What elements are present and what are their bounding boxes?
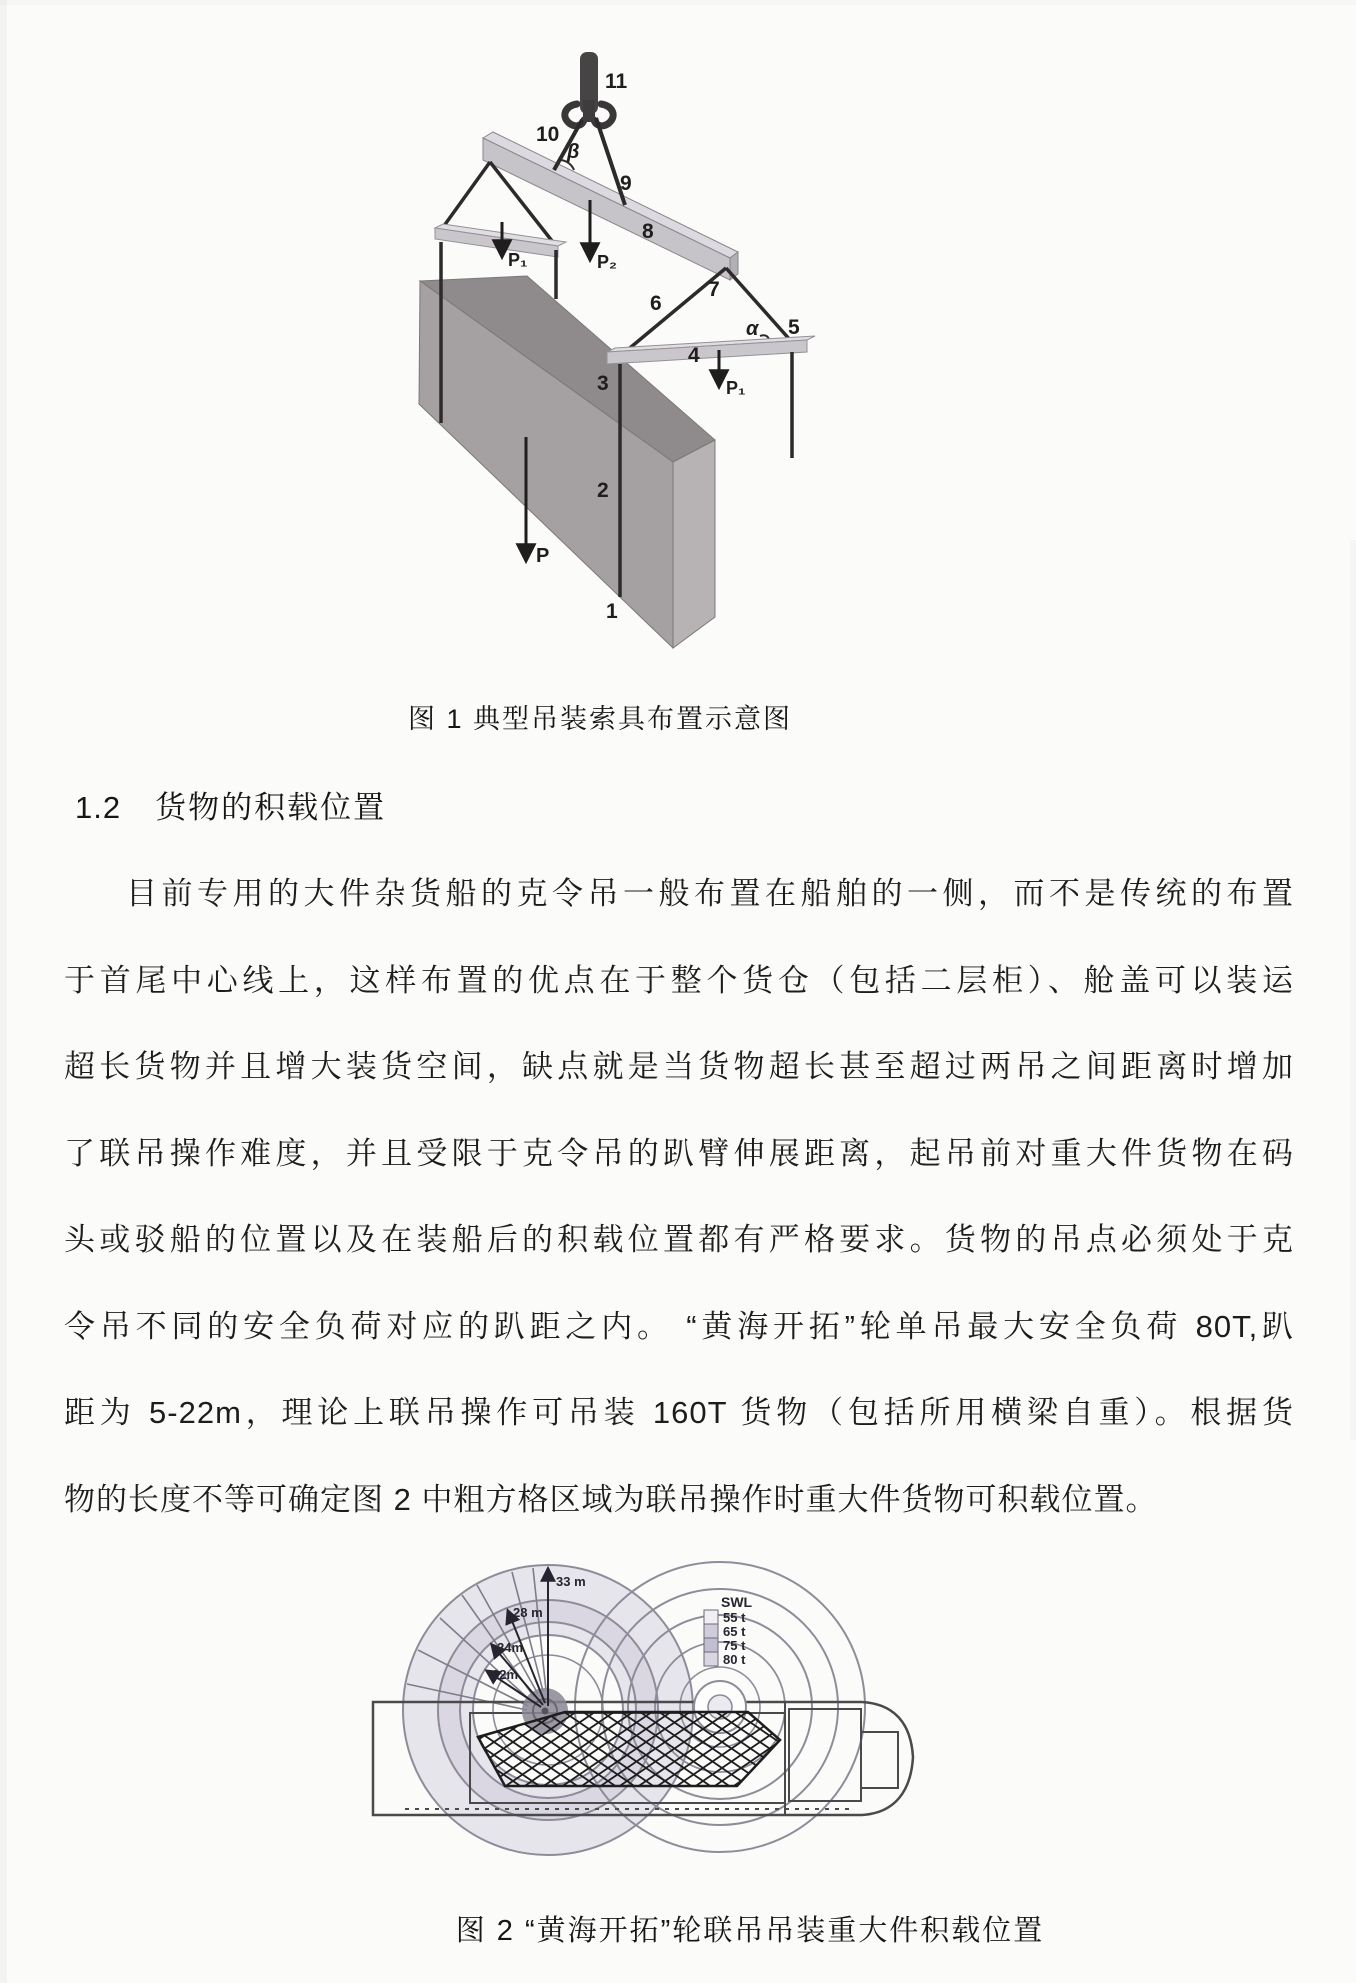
swl-item-80t: 80 t bbox=[723, 1652, 746, 1667]
swl-legend bbox=[704, 1594, 753, 1667]
radius-label-28m: 28 m bbox=[513, 1605, 543, 1620]
body-line: 令吊不同的安全负荷对应的趴距之内。 “黄海开拓”轮单吊最大安全负荷 80T,趴 bbox=[64, 1308, 1294, 1344]
figure1-caption: 图 1 典型吊装索具布置示意图 bbox=[407, 704, 793, 734]
figure2-caption: 图 2 “黄海开拓”轮联吊吊装重大件积载位置 bbox=[455, 1915, 1045, 1947]
body-paragraph bbox=[64, 851, 1294, 1543]
figure2-crane-reach-diagram bbox=[360, 1540, 930, 1890]
radius-label-24m: 24m bbox=[497, 1640, 524, 1655]
label-6: 6 bbox=[650, 292, 662, 315]
label-p2: P₂ bbox=[597, 252, 618, 272]
bow-compartment-outline bbox=[861, 1732, 898, 1788]
label-alpha: α bbox=[746, 318, 759, 340]
swl-item-75t: 75 t bbox=[723, 1638, 746, 1653]
radius-label-22m: 22m bbox=[492, 1667, 519, 1682]
body-line: 目前专用的大件杂货船的克令吊一般布置在船舶的一侧，而不是传统的布置 bbox=[126, 876, 1294, 911]
figure1-rigging-diagram bbox=[395, 40, 835, 660]
swl-item-55t: 55 t bbox=[723, 1610, 746, 1625]
swl-swatch-80t bbox=[704, 1652, 718, 1666]
label-10: 10 bbox=[536, 123, 560, 146]
body-line: 了联吊操作难度，并且受限于克令吊的趴臂伸展距离，起吊前对重大件货物在码 bbox=[64, 1135, 1294, 1171]
label-p1-right: P₁ bbox=[726, 378, 746, 398]
section-title: 货物的积载位置 bbox=[155, 790, 387, 825]
body-line: 距为 5-22m，理论上联吊操作可吊装 160T 货物（包括所用横梁自重）。根据货 bbox=[64, 1395, 1294, 1430]
swl-legend-title: SWL bbox=[721, 1594, 753, 1610]
stowage-area-hatch-grid bbox=[478, 1712, 780, 1786]
label-7: 7 bbox=[708, 278, 720, 301]
scan-artifact bbox=[0, 0, 1356, 5]
label-11: 11 bbox=[605, 70, 628, 93]
label-9: 9 bbox=[620, 172, 632, 195]
swl-swatch-65t bbox=[704, 1624, 718, 1638]
label-p: P bbox=[536, 545, 550, 567]
radius-label-33m: 33 m bbox=[556, 1574, 586, 1589]
label-8: 8 bbox=[642, 220, 654, 243]
cargo-box bbox=[419, 276, 715, 648]
label-5: 5 bbox=[788, 316, 800, 339]
swl-item-65t: 65 t bbox=[723, 1624, 746, 1639]
scan-artifact bbox=[1350, 540, 1356, 1440]
body-line: 超长货物并且增大装货空间，缺点就是当货物超长甚至超过两吊之间距离时增加 bbox=[64, 1049, 1294, 1084]
swl-swatch-55t bbox=[704, 1610, 718, 1624]
label-1: 1 bbox=[606, 600, 618, 623]
section-number: 1.2 bbox=[75, 790, 122, 825]
body-line: 于首尾中心线上，这样布置的优点在于整个货仓（包括二层柜）、舱盖可以装运 bbox=[64, 962, 1294, 998]
swl-swatch-75t bbox=[704, 1638, 718, 1652]
label-4: 4 bbox=[688, 344, 700, 367]
section-heading bbox=[75, 782, 386, 827]
label-3: 3 bbox=[597, 372, 609, 395]
fore-hold-outline bbox=[789, 1709, 861, 1801]
label-2: 2 bbox=[597, 479, 609, 502]
body-line: 物的长度不等可确定图 2 中粗方格区域为联吊操作时重大件货物可积载位置。 bbox=[64, 1481, 1158, 1517]
label-p1-left: P₁ bbox=[508, 250, 528, 270]
label-beta: β bbox=[567, 141, 580, 163]
body-line: 头或驳船的位置以及在装船后的积载位置都有严格要求。货物的吊点必须处于克 bbox=[64, 1222, 1294, 1257]
scan-artifact bbox=[0, 0, 7, 1983]
